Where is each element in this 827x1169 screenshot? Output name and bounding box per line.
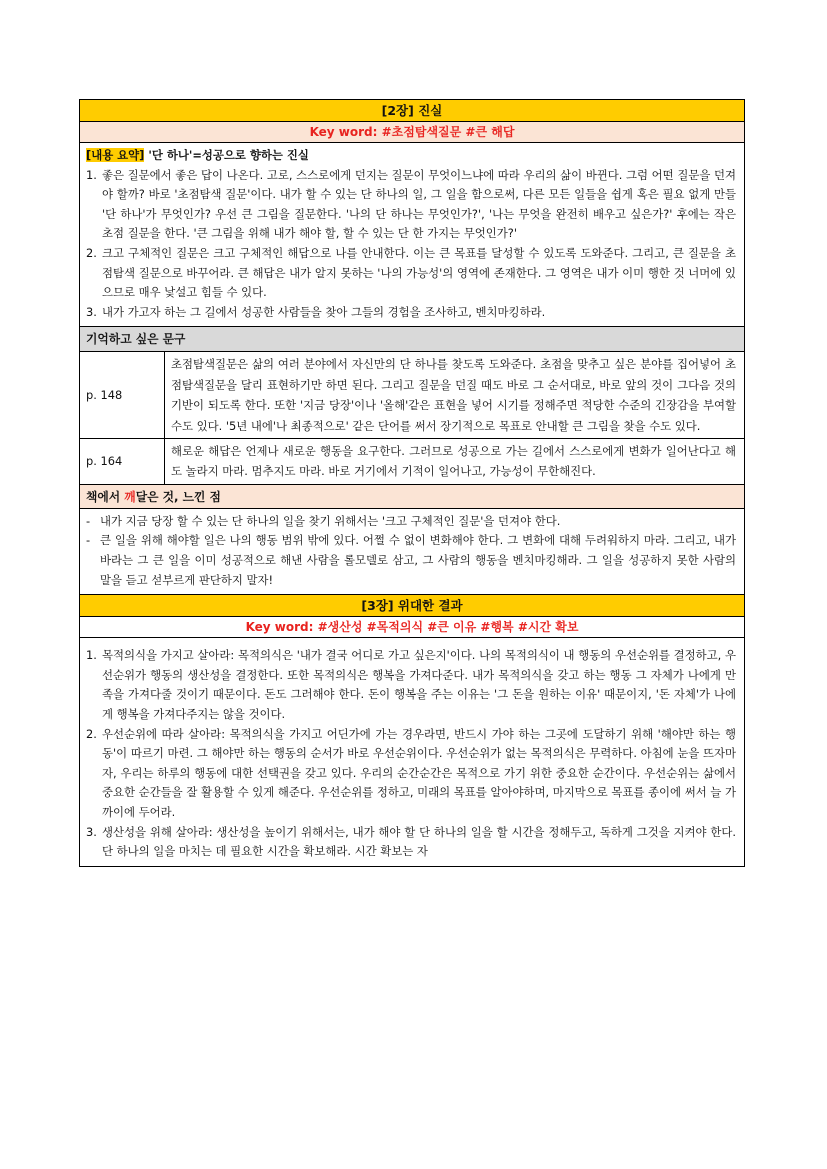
chapter3-list — [86, 646, 736, 862]
list-item: 3. 생산성을 위해 살아라: 생산성을 높이기 위해서는, 내가 해야 할 단 하나의 일을 할 시간을 정해두고, 독하게 그것을 지켜야 한다. 단 하나의 일을 마치는 데 필요한 시간을 확보해라. 시간 확보는 자 — [86, 824, 736, 859]
quotes-heading: 기억하고 싶은 문구 — [80, 327, 744, 352]
list-item: - 큰 일을 위해 해야할 일은 나의 행동 범위 밖에 있다. 어쩔 수 없이 변화해야 한다. 그 변화에 대해 두려워하지 마라. 그리고, 내가 바라는 그 큰 일을 이미 성공적으로 해낸 사람을 롤모델로 삼고, 그 사람의 행동을 벤치마킹해라. 그 일을 성공하지 못한 사람의 말을 듣고 섣부르게 판단하지 말자! — [86, 533, 736, 587]
list-item: 1. 좋은 질문에서 좋은 답이 나온다. 고로, 스스로에게 던지는 질문이 무엇이느냐에 따라 우리의 삶이 바뀐다. 그럼 어떤 질문을 던져야 할까? 바로 '초점탐색 질문'이다. 내가 할 수 있는 단 하나의 일, 그 일을 함으로써, 다른 모든 일들을 쉽게 혹은 필요 없게 만들 '단 하나'가 무엇인가? 우선 큰 그림을 질문한다. '나의 단 하나는 무엇인가?', '나는 무엇을 완전히 배우고 싶은가?' 후에는 작은 초점 질문을 한다. '큰 그림을 위해 내가 해야 할, 할 수 있는 단 한 가지는 무엇인가?' — [86, 167, 736, 241]
summary-list — [86, 166, 736, 323]
summary-title: '단 하나'=성공으로 향하는 진실 — [144, 148, 309, 162]
list-item: - 내가 지금 당장 할 수 있는 단 하나의 일을 찾기 위해서는 '크고 구체적인 질문'을 던져야 한다. — [86, 513, 561, 528]
insights-list-section — [80, 509, 744, 595]
chapter3-summary — [80, 638, 744, 866]
chapter2-keywords: Key word: #초점탐색질문 #큰 해답 — [80, 122, 744, 143]
review-sheet — [79, 99, 745, 867]
list-item: 1. 목적의식을 가지고 살아라: 목적의식은 '내가 결국 어디로 가고 싶은지'이다. 나의 목적의식이 내 행동의 우선순위를 결정하고, 우선순위가 행동의 생산성을 결정한다. 또한 목적의식은 행복을 가져다준다. 내가 목적의식을 갖고 하는 행동 그 자체가 나에게 만족을 가져다줄 것이기 때문이다. 돈도 그러해야 한다. 돈이 행복을 주는 이유는 '그 돈을 원하는 이유' 때문이지, '돈 자체'가 나에게 행복을 가져다주지는 않을 것이다. — [86, 648, 736, 721]
quote-text: 초점탐색질문은 삶의 여러 분야에서 자신만의 단 하나를 찾도록 도와준다. 초점을 맞추고 싶은 분야를 집어넣어 초점탐색질문을 달리 표현하기만 하면 된다. 그리고 질문을 던질 때도 바로 그 순서대로, 바로 앞의 것이 그다음 것의 기반이 되도록 한다. 또한 '지금 당장'이나 '올해'같은 표현을 넣어 시기를 정해주면 적당한 수준의 긴장감을 부여할 수도 있다. '5년 내에'나 최종적으로' 같은 단어를 써서 장기적으로 목표로 안내할 큰 그림을 찾을 수도 있다. — [171, 357, 736, 433]
chapter2-title: [2장] 진실 — [80, 100, 744, 122]
quote-row — [80, 352, 744, 439]
chapter3-keywords: Key word: #생산성 #목적의식 #큰 이유 #행복 #시간 확보 — [80, 617, 744, 638]
list-item: 2. 우선순위에 따라 살아라: 목적의식을 가지고 어딘가에 가는 경우라면, 반드시 가야 하는 그곳에 도달하기 위해 '해야만 하는 행동'이 따르기 마련. 그 해야만 하는 행동의 순서가 바로 우선순위이다. 우선순위가 없는 목적의식은 무력하다. 아침에 눈을 뜨자마자, 우리는 하루의 행동에 대한 선택권을 갖고 있다. 우리의 순간순간은 목적으로 가기 위한 중요한 순간이다. 우선순위는 삶에서 중요한 순간들을 잘 활용할 수 있게 해준다. 우선순위를 정하고, 미래의 목표를 알아야하며, 마지막으로 목표를 종이에 써서 늘 가까이에 두어라. — [86, 726, 736, 819]
summary-heading — [86, 146, 736, 166]
insights-heading: 책에서 깨달은 것, 느낀 점 — [80, 485, 744, 509]
quote-page: p. 164 — [80, 439, 165, 484]
insights-list — [86, 512, 736, 590]
chapter3-title: [3장] 위대한 결과 — [80, 595, 744, 617]
chapter2-summary — [80, 143, 744, 327]
list-item: 2. 크고 구체적인 질문은 크고 구체적인 해답으로 나를 안내한다. 이는 큰 목표를 달성할 수 있도록 도와준다. 그리고, 큰 질문을 초점탐색 질문으로 바꾸어라. 큰 해답은 내가 알지 못하는 '나의 가능성'의 영역에 존재한다. 그 영역은 내가 이미 행한 것 너머에 있으므로 매우 낯설고 힘들 수 있다. — [86, 245, 736, 300]
quote-row — [80, 439, 744, 485]
quote-page: p. 148 — [80, 352, 165, 438]
list-item: 3. 내가 가고자 하는 그 길에서 성공한 사람들을 찾아 그들의 경험을 조사하고, 벤치마킹하라. — [86, 304, 546, 319]
summary-tag: [내용 요약] — [86, 148, 145, 162]
quote-text: 해로운 해답은 언제나 새로운 행동을 요구한다. 그러므로 성공으로 가는 길에서 스스로에게 변화가 일어난다고 해도 놀라지 마라. 멈추지도 마라. 바로 거기에서 기적이 일어나고, 가능성이 무한해진다. — [171, 443, 736, 479]
